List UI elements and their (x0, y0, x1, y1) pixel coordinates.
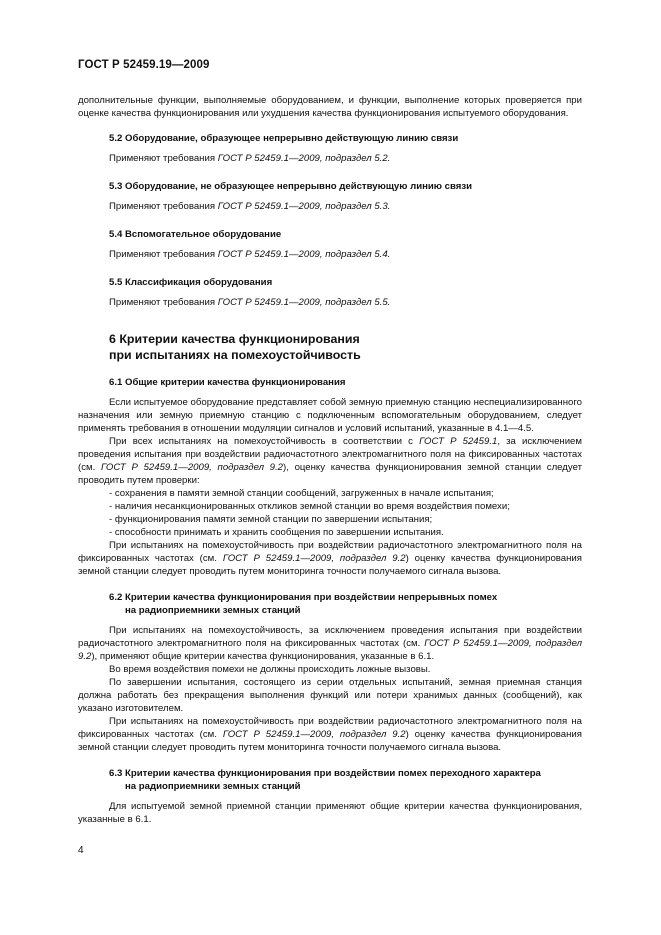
section-6-3-heading-line2: на радиоприемники земных станций (125, 781, 301, 792)
section-5-4-text: Применяют требования ГОСТ Р 52459.1—2009, подраздел 5.4. (109, 249, 391, 260)
section-6-1-paragraph-1: Если испытуемое оборудование представляет собой земную приемную станцию неспециализированного назначения или земную приемную станцию с подключенным вспомогательным оборудованием, следует применять требования в отношении модуляции сигналов и условий испытаний, указанные в 4.1—4.5. (78, 397, 582, 434)
section-6-1-paragraph-2: При всех испытаниях на помехоустойчивость в соответствии с ГОСТ Р 52459.1, за исключением проведения испытания при воздействии радиочастотного электромагнитного поля на фиксированных частотах (см. ГОСТ Р 52459.1—2009, подраздел 9.2), оценку качества функционирования земной станции следует проводить путем проверки: (78, 436, 583, 486)
section-6-1-heading: 6.1 Общие критерии качества функционирования (109, 377, 346, 388)
check-list-item: - сохранения в памяти земной станции сообщений, загруженных в начале испытания; (109, 488, 494, 499)
section-5-3-heading: 5.3 Оборудование, не образующее непрерывно действующую линию связи (109, 181, 473, 192)
document-body (78, 94, 582, 826)
section-5-2-text: Применяют требования ГОСТ Р 52459.1—2009, подраздел 5.2. (109, 153, 391, 164)
section-6-2-heading-line2: на радиоприемники земных станций (125, 605, 301, 616)
section-6-3-heading-line1: 6.3 Критерии качества функционирования при воздействии помех переходного характера (109, 768, 541, 779)
section-5-5-heading: 5.5 Классификация оборудования (109, 277, 273, 288)
section-5-4-heading: 5.4 Вспомогательное оборудование (109, 229, 282, 240)
check-list-item: - наличия несанкционированных откликов земной станции во время воздействия помехи; (109, 501, 510, 512)
document-header-title: ГОСТ Р 52459.19—2009 (78, 59, 210, 71)
section-6-2-paragraph-4: При испытаниях на помехоустойчивость при воздействии радиочастотного электромагнитного поля на фиксированных частотах (см. ГОСТ Р 52459.1—2009, подраздел 9.2) оценку качества функционирования земной станции следует проводить путем мониторинга точности получаемого сигнала вызова. (78, 716, 582, 753)
section-6-1-paragraph-3: При испытаниях на помехоустойчивость при воздействии радиочастотного электромагнитного поля на фиксированных частотах (см. ГОСТ Р 52459.1—2009, подраздел 9.2) оценку качества функционирования земной станции следует проводить путем мониторинга точности получаемого сигнала вызова. (78, 540, 582, 577)
page-number: 4 (78, 845, 84, 856)
section-6-2-paragraph-1: При испытаниях на помехоустойчивость, за исключением проведения испытания при воздействии радиочастотного электромагнитного поля на фиксированных частотах (см. ГОСТ Р 52459.1—2009, подраздел 9.2), применяют общие критерии качества функционирования, указанные в 6.1. (78, 625, 582, 662)
check-list-item: - функционирования памяти земной станции по завершении испытания; (109, 514, 433, 525)
section-6-2-heading-line1: 6.2 Критерии качества функционирования при воздействии непрерывных помех (109, 592, 498, 603)
check-list-item: - способности принимать и хранить сообщения по завершении испытания. (109, 527, 444, 538)
section-5-3-text: Применяют требования ГОСТ Р 52459.1—2009, подраздел 5.3. (109, 201, 391, 212)
section-6-3-paragraph-1: Для испытуемой земной приемной станции применяют общие критерии качества функционирования, указанные в 6.1. (78, 801, 582, 825)
section-5-5-text: Применяют требования ГОСТ Р 52459.1—2009, подраздел 5.5. (109, 297, 391, 308)
section-6-heading-line1: 6 Критерии качества функционирования (109, 332, 360, 346)
section-6-heading-line2: при испытаниях на помехоустойчивость (109, 348, 361, 362)
section-6-2-paragraph-2: Во время воздействия помехи не должны происходить ложные вызовы. (109, 664, 431, 675)
section-5-2-heading: 5.2 Оборудование, образующее непрерывно действующую линию связи (109, 133, 459, 144)
section-6-2-paragraph-3: По завершении испытания, состоящего из серии отдельных испытаний, земная приемная станция должна работать без прекращения выполнения функций или потери хранимых данных (сообщений), как указано изготовителем. (78, 677, 582, 714)
intro-paragraph: дополнительные функции, выполняемые оборудованием, и функции, выполнение которых проверяется при оценке качества функционирования или ухудшения качества функционирования испытуемого оборудования. (78, 95, 582, 119)
